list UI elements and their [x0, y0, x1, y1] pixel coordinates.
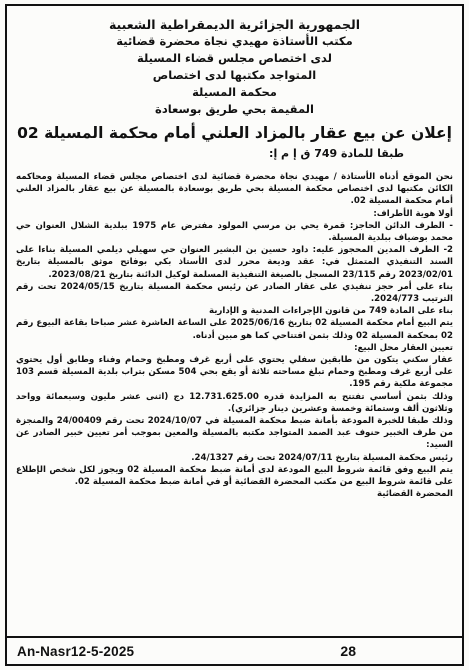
issuer-header [7, 6, 462, 118]
newspaper-footer [7, 636, 462, 664]
announcement-body [7, 161, 462, 500]
property-heading: تعيين العقار محل البيع: [354, 342, 453, 353]
sale-date-paragraph: يتم البيع أمام محكمة المسيلة 02 بتاريخ 2025/06/16 على الساعة العاشرة عشر صباحا بقاعة البيوع رقم 02 بمحكمة المسيلة 02 وذلك بثمن افتتاحي كما هو مبين أدناه. [16, 318, 453, 341]
seizure-order-paragraph: بناء على أمر حجز تنفيذي على عقار الصادر عن رئيس محكمة المسيلة بتاريخ 2024/05/15 تحت رقم الترتيب 2024/773. [16, 281, 453, 305]
debtor-paragraph: 2- الطرف المدين المحجوز عليه: داود حسين بن البشير العنوان حي سهيلي ديلمي المسيلة بناءا على السند التنفيذي المتمثل في: عقد وديعة محرر لدى الأستاذ بكي بوفاتح موثق بالمسيلة بتاريخ 2023/02/01 رقم 23/115 المسجل بالصيغة التنفيذية المسلمة لوكيل الدائنة بتاريخ 2023/08/21. [16, 245, 453, 280]
header-line-court: محكمة المسيلة [192, 85, 277, 99]
header-line-office: مكتب الأستاذة مهيدي نجاة محضرة قضائية [116, 34, 353, 48]
legal-article-paragraph: بناء على المادة 749 من قانون الإجراءات المدنية و الإدارية [208, 306, 453, 317]
parties-heading: أولا هوية الأطراف: [373, 208, 453, 219]
conditions-paragraph: يتم البيع وفق قائمة شروط البيع المودعة لدى أمانة ضبط محكمة المسيلة 02 ويجوز لكل شخص الإطلاع على قائمة شروط البيع من مكتب المحضرة القضائية أو في أمانة ضبط محكمة المسيلة 02. [16, 464, 454, 488]
property-description: عقار سكني يتكون من طابقين سفلي يحتوي على أربع غرف ومطبخ وحمام وفناء وطابق أول يحتوي على أربع غرف ومطبخ وحمام تبلغ مساحته ثلاثة أو يقع بحي 504 مسكن بتراب بلدية المسيلة قسم 103 مجموعة ملكية رقم 195. [16, 355, 453, 390]
header-line-office-location: المتواجد مكتبها لدى اختصاص [152, 68, 317, 82]
intro-paragraph: نحن الموقع أدناه الأستاذة / مهيدي نجاة محضرة قضائية لدى اختصاص مجلس قضاء المسيلة ومحاكمه الكائن مكتبها لدى اختصاص محكمة المسيلة بحي طريق بوسعادة بالمسيلة عن بيع عقار بالمزاد العلني أمام محكمة المسيلة 02. [16, 172, 453, 207]
header-line-state: الجمهورية الجزائرية الديمقراطية الشعبية [108, 17, 361, 32]
expertise-paragraph: وذلك طبقا للخبرة المودعة بأمانة ضبط محكمة المسيلة في 2024/10/07 تحت رقم 24/00409 والمنجزة من طرف الخبير حنوف عبد الصمد المتواجد مكتبه بالمسيلة والمعين بموجب أمر تعيين خبير الصادر عن السيد: [16, 416, 453, 451]
announcement-page [5, 4, 464, 666]
header-line-address: المقيمة بحي طريق بوسعادة [155, 102, 314, 116]
opening-price-paragraph: وذلك بثمن أساسي تفتتح به المزايدة قدره 12.731.625.00 دج (اثنى عشر مليون وسبعمائة وواحد وثلاثون ألف وستمائة وخمسة وعشرين دينار جزائري). [16, 391, 453, 414]
announcement-title: إعلان عن بيع عقار بالمزاد العلني أمام محكمة المسيلة 02 [17, 124, 452, 142]
header-line-jurisdiction: لدى اختصاص مجلس قضاء المسيلة [136, 51, 332, 65]
page-number: 28 [340, 643, 356, 659]
legal-basis: طبقا للمادة 749 ق إ م إ: [269, 147, 404, 160]
court-president-paragraph: رئيس محكمة المسيلة بتاريخ 2024/07/11 تحت رقم 24/1327. [191, 452, 453, 463]
signature-line: المحضرة القضائية [376, 489, 453, 500]
publication-date: An-Nasr12-5-2025 [17, 643, 135, 659]
creditor-paragraph: - الطرف الدائن الحاجز: قمرة يحي بن مرسي المولود مفترض عام 1975 ببلدية الشلال العنوان حي محمد بوضياف ببلدية المسيلة. [16, 220, 453, 244]
